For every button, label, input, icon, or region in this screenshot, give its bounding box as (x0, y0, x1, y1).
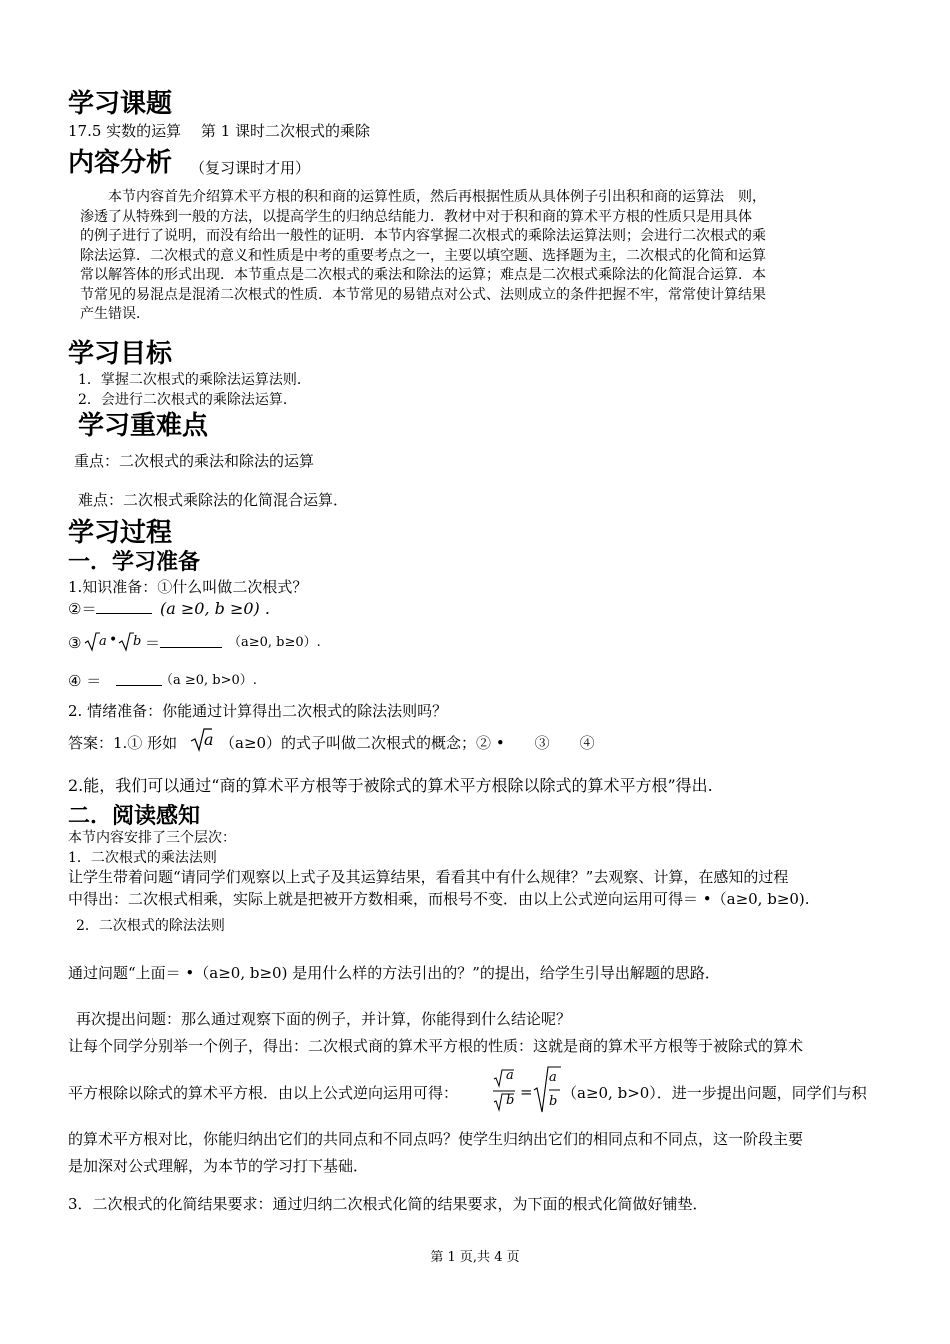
heading-analysis: 内容分析 (68, 148, 173, 178)
read-p4: 3．二次根式的化简结果要求：通过归纳二次根式化简的结果要求，为下面的根式化简做好铺垫． (68, 1195, 708, 1213)
denominator-b: b (506, 1093, 515, 1108)
numerator-a: a (506, 1068, 514, 1083)
topic-line: 17.5 实数的运算 第 1 课时二次根式的乘除 (68, 122, 371, 140)
prep-q3-condition: （a≥0, b≥0）. (228, 635, 321, 650)
answer-blank (96, 599, 152, 614)
read-p3-line: 让每个同学分别举一个例子，得出：二次根式商的算术平方根的性质：这就是商的算术平方根等于被除式的算术 (68, 1037, 804, 1055)
heading-goals: 学习目标 (68, 339, 173, 369)
answer-blank (116, 671, 162, 686)
read-p1-title: 1．二次根式的乘法法则 (68, 850, 217, 866)
read-p1-line: 让学生带着问题“请同学们观察以上式子及其运算结果，看看其中有什么规律？”去观察、计算，在感知的过程 (68, 868, 789, 886)
analysis-line: 除法运算．二次根式的意义和性质是中考的重要考点之一，主要以填空题、选择题为主，二次根式的化简和运算 (80, 247, 766, 264)
read-p2-title: 2．二次根式的除法法则 (76, 918, 225, 934)
key-point: 重点：二次根式的乘法和除法的运算 (74, 452, 315, 470)
analysis-line: 的例子进行了说明，而没有给出一般性的证明．本节内容掌握二次根式的乘除法运算法则；会进行二次根式的乘 (80, 228, 766, 244)
analysis-note: （复习课时才用） (190, 159, 311, 177)
difficult-point: 难点：二次根式乘除法的化简混合运算． (78, 491, 349, 509)
prep-q2-condition: (a ≥0, b ≥0) . (160, 599, 270, 618)
sqrt-symbol-icon (118, 630, 134, 652)
read-intro: 本节内容安排了三个层次： (68, 830, 236, 846)
heading-section1: 一．学习准备 (68, 550, 201, 575)
sqrt-symbol-icon (84, 630, 100, 652)
answer-1-prefix: 答案：1.① 形如 (68, 734, 178, 752)
read-p3-line: （a≥0, b>0）．进一步提出问题，同学们与积 (562, 1084, 867, 1102)
heading-topic: 学习课题 (68, 89, 173, 119)
multiply-dot: • (109, 632, 118, 648)
prep-q1: 1.知识准备：①什么叫做二次根式？ (68, 578, 308, 596)
sqrt-fraction-a-over-b-icon (532, 1064, 562, 1116)
analysis-paragraph (80, 188, 882, 325)
read-p1-line: 中得出：二次根式相乘，实际上就是把被开方数相乘，而根号不变．由以上公式逆向运用可得＝ •（a≥0, b≥0). (68, 890, 810, 908)
prep-q5: 2. 情绪准备：你能通过计算得出二次根式的除法法则吗？ (68, 702, 448, 720)
read-p3-line: 再次提出问题：那么通过观察下面的例子，并计算，你能得到什么结论呢？ (76, 1010, 572, 1028)
prep-q3-line (145, 632, 222, 654)
read-p3-line: 是加深对公式理解，为本节的学习打下基础． (68, 1157, 369, 1175)
analysis-line: 节常见的易混点是混淆二次根式的性质．本节常见的易错点对公式、法则成立的条件把握不牢，常常使计算结果 (80, 286, 766, 303)
heading-section2: 二．阅读感知 (68, 804, 201, 829)
analysis-line: 产生错误． (80, 306, 150, 322)
prep-q4-condition: （a ≥0, b>0）. (160, 673, 257, 688)
answer-2: 2.能，我们可以通过“商的算术平方根等于被除式的算术平方根除以除式的算术平方根”得出. (68, 776, 713, 795)
answer-blank (160, 633, 222, 648)
goal-item: 1．掌握二次根式的乘除法运算法则． (78, 372, 311, 388)
analysis-line: 常以解答体的形式出现．本节重点是二次根式的乘法和除法的运算；难点是二次根式乘除法的化简混合运算．本 (80, 267, 766, 283)
radicand-a: a (99, 634, 107, 649)
prep-q4 (68, 670, 162, 692)
read-p3-line: 平方根除以除式的算术平方根．由以上公式逆向运用可得： (68, 1084, 459, 1102)
page-footer: 第 1 页,共 4 页 (430, 1250, 520, 1265)
numerator-a: a (549, 1070, 557, 1085)
denominator-b: b (549, 1094, 558, 1109)
analysis-line: 渗透了从特殊到一般的方法，以提高学生的归纳总结能力．教材中对于积和商的算术平方根的性质只是用具体 (80, 208, 752, 225)
analysis-line: 本节内容首先介绍算术平方根的积和商的运算性质，然后再根据性质从具体例子引出积和商的运算法 则， (108, 189, 766, 205)
read-p2-line: 通过问题“上面＝ •（a≥0, b≥0) 是用什么样的方法引出的？”的提出，给学生引导出解题的思路． (68, 964, 720, 982)
prep-q3-eq: ＝ (145, 634, 161, 652)
prep-q4-prefix: ④ ＝ (68, 672, 102, 690)
heading-process: 学习过程 (68, 518, 173, 548)
prep-q2 (68, 598, 152, 620)
prep-q2-prefix: ②＝ (68, 600, 97, 618)
answer-1-rest: （a≥0）的式子叫做二次根式的概念；② • ③ ④ (220, 734, 595, 752)
heading-key-points: 学习重难点 (78, 411, 209, 441)
radicand-a: a (204, 730, 214, 749)
read-p3-line: 的算术平方根对比，你能归纳出它们的共同点和不同点吗？使学生归纳出它们的相同点和不同点，这一阶段主要 (68, 1130, 804, 1148)
goal-item: 2．会进行二次根式的乘除法运算． (78, 392, 297, 408)
equals-sign: = (520, 1083, 533, 1101)
radicand-b: b (133, 634, 142, 649)
prep-q3-prefix: ③ (68, 634, 82, 652)
